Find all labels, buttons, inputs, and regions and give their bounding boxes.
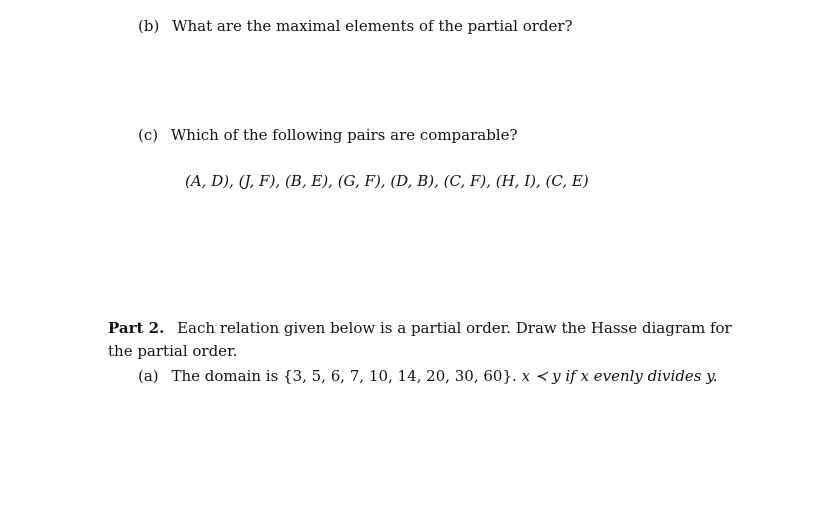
part-2-intro-line1: Each relation given below is a partial order. Draw the Hasse diagram for [177,319,732,337]
question-b [138,16,573,36]
part-2-intro-line2: the partial order. [108,342,238,360]
question-c-label: (c) [138,126,159,144]
question-b-text: What are the maximal elements of the partial order? [172,17,573,35]
question-c [138,125,518,145]
question-2a [138,366,718,386]
part-2-intro [108,318,732,338]
question-b-label: (b) [138,17,160,35]
question-2a-relation: x ≺ y if x evenly divides y. [521,367,718,385]
question-c-text: Which of the following pairs are comparable? [170,126,518,144]
question-2a-domain: The domain is {3, 5, 6, 7, 10, 14, 20, 30, 60}. [171,367,517,385]
question-2a-label: (a) [138,367,159,385]
comparable-pairs: (A, D), (J, F), (B, E), (G, F), (D, B), (C, F), (H, I), (C, E) [185,172,589,190]
part-2-heading: Part 2. [108,319,165,337]
